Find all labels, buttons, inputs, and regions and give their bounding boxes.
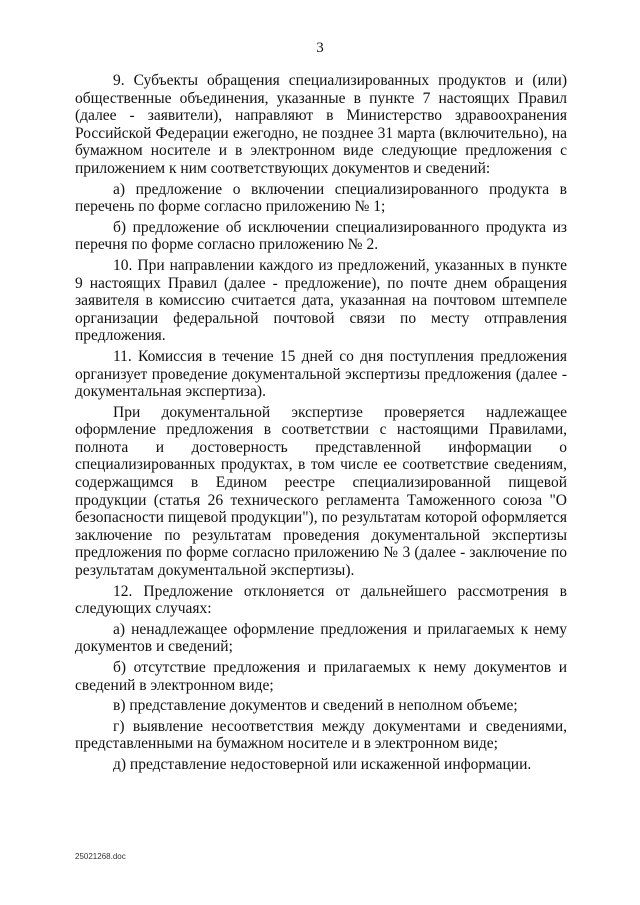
paragraph-11: 11. Комиссия в течение 15 дней со дня поступления предложения организует проведение документальной экспертизы предложения (далее - документальная экспертиза). xyxy=(75,347,567,401)
paragraph-9a: а) предложение о включении специализированного продукта в перечень по форме согласно приложению № 1; xyxy=(75,180,567,216)
file-name-footer: 25021268.doc xyxy=(75,852,126,861)
paragraph-12b: б) отсутствие предложения и прилагаемых к нему документов и сведений в электронном виде; xyxy=(75,659,567,694)
paragraph-10: 10. При направлении каждого из предложений, указанных в пункте 9 настоящих Правил (далее - предложение), по почте днем обращения заявителя в комиссию считается дата, указанная на почтовом штемпеле организации федеральной почтовой связи по месту отправления предложения. xyxy=(75,256,567,345)
paragraph-12a: а) ненадлежащее оформление предложения и прилагаемых к нему документов и сведений; xyxy=(75,620,567,656)
paragraph-12d: г) выявление несоответствия между документами и сведениями, представленными на бумажном носителе и в электронном виде; xyxy=(75,717,567,753)
paragraph-12e: д) представление недостоверной или искаженной информации. xyxy=(113,755,532,773)
paragraph-12c: в) представление документов и сведений в неполном объеме; xyxy=(113,697,518,715)
page-number: 3 xyxy=(316,40,324,56)
paragraph-9b: б) предложение об исключении специализированного продукта из перечня по форме согласно приложению № 2. xyxy=(75,218,567,254)
paragraph-12: 12. Предложение отклоняется от дальнейшего рассмотрения в следующих случаях: xyxy=(75,582,567,618)
paragraph-9: 9. Субъекты обращения специализированных продуктов и (или) общественные объединения, указанные в пункте 7 настоящих Правил (далее - заявители), направляют в Министерство здравоохранения Российской Федерации ежегодно, не позднее 31 марта (включительно), на бумажном носителе и в электронном виде следующие предложения с приложением к ним соответствующих документов и сведений: xyxy=(75,72,567,177)
paragraph-11-expertise: При документальной экспертизе проверяется надлежащее оформление предложения в соответствии с настоящими Правилами, полнота и достоверность представленной информации о специализированных продуктах, в том числе ее соответствие сведениям, содержащимся в Едином реестре специализированной пищевой продукции (статья 26 технического регламента Таможенного союза "О безопасности пищевой продукции"), по результатам которой оформляется заключение по результатам проведения документальной экспертизы предложения по форме согласно приложению № 3 (далее - заключение по результатам документальной экспертизы). xyxy=(75,403,567,580)
document-body xyxy=(75,72,567,777)
